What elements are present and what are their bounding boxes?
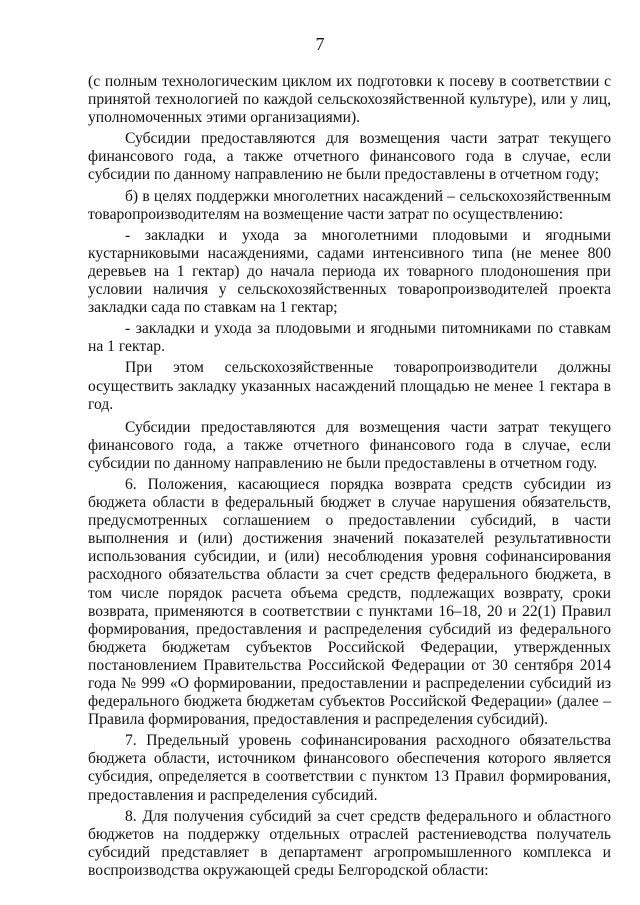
paragraph-section-8: 8. Для получения субсидий за счет средств федерального и областного бюджетов на поддержку отдельных отраслей растениеводства получатель субсидий представляет в департамент агропромышленного комплекса и воспроизводства окружающей среды Белгородской области: xyxy=(88,807,611,879)
paragraph-seed-purchase-end: (с полным технологическим циклом их подготовки к посеву в соответствии с принятой технологией по каждой сельскохозяйственной культуре), или у лиц, уполномоченных этими организациями). xyxy=(88,73,611,127)
paragraph-subsidy-reimbursement: Субсидии предоставляются для возмещения части затрат текущего финансового года, а также отчетного финансового года в случае, если субсидии по данному направлению не были предоставлены в отчетном году; xyxy=(88,130,611,184)
paragraph-subsidy-reimbursement-2: Субсидии предоставляются для возмещения части затрат текущего финансового года, а также отчетного финансового года в случае, если субсидии по данному направлению не были предоставлены в отчетном году. xyxy=(88,418,611,472)
paragraph-section-6: 6. Положения, касающиеся порядка возврата средств субсидии из бюджета области в федеральный бюджет в случае нарушения обязательств, предусмотренных соглашением о предоставлении субсидий, в части выполнения и (или) достижения значений показателей результативности использования субсидии, и (или) несоблюдения уровня софинансирования расходного обязательства области за счет средств федерального бюджета, в том числе порядок расчета объема средств, подлежащих возврату, сроки возврата, применяются в соответствии с пунктами 16–18, 20 и 22(1) Правил формирования, предоставления и распределения субсидий из федерального бюджета бюджетам субъектов Российской Федерации, утвержденных постановлением Правительства Российской Федерации от 30 сентября 2014 года № 999 «О формировании, предоставлении и распределении субсидий из федерального бюджета бюджетам субъектов Российской Федерации» (далее – Правила формирования, предоставления и распределения субсидий). xyxy=(88,475,611,729)
paragraph-minimum-area: При этом сельскохозяйственные товаропроизводители должны осуществить закладку указанных насаждений площадью не менее 1 гектара в год. xyxy=(88,359,611,413)
paragraph-orchard-planting: - закладки и ухода за многолетними плодовыми и ягодными кустарниковыми насаждениями, садами интенсивного типа (не менее 800 деревьев на 1 гектар) до начала периода их товарного плодоношения при условии наличия у сельскохозяйственных товаропроизводителей проекта закладки сада по ставкам на 1 гектар; xyxy=(88,226,611,317)
paragraph-section-7: 7. Предельный уровень софинансирования расходного обязательства бюджета области, источником финансового обеспечения которого является субсидия, определяется в соответствии с пунктом 13 Правил формирования, предоставления и распределения субсидий. xyxy=(88,732,611,804)
paragraph-perennial-support: б) в целях поддержки многолетних насаждений – сельскохозяйственным товаропроизводителям на возмещение части затрат по осуществлению: xyxy=(88,187,611,223)
document-body xyxy=(88,73,611,883)
paragraph-nursery-planting: - закладки и ухода за плодовыми и ягодными питомниками по ставкам на 1 гектар. xyxy=(88,320,611,356)
page-number: 7 xyxy=(315,34,325,54)
